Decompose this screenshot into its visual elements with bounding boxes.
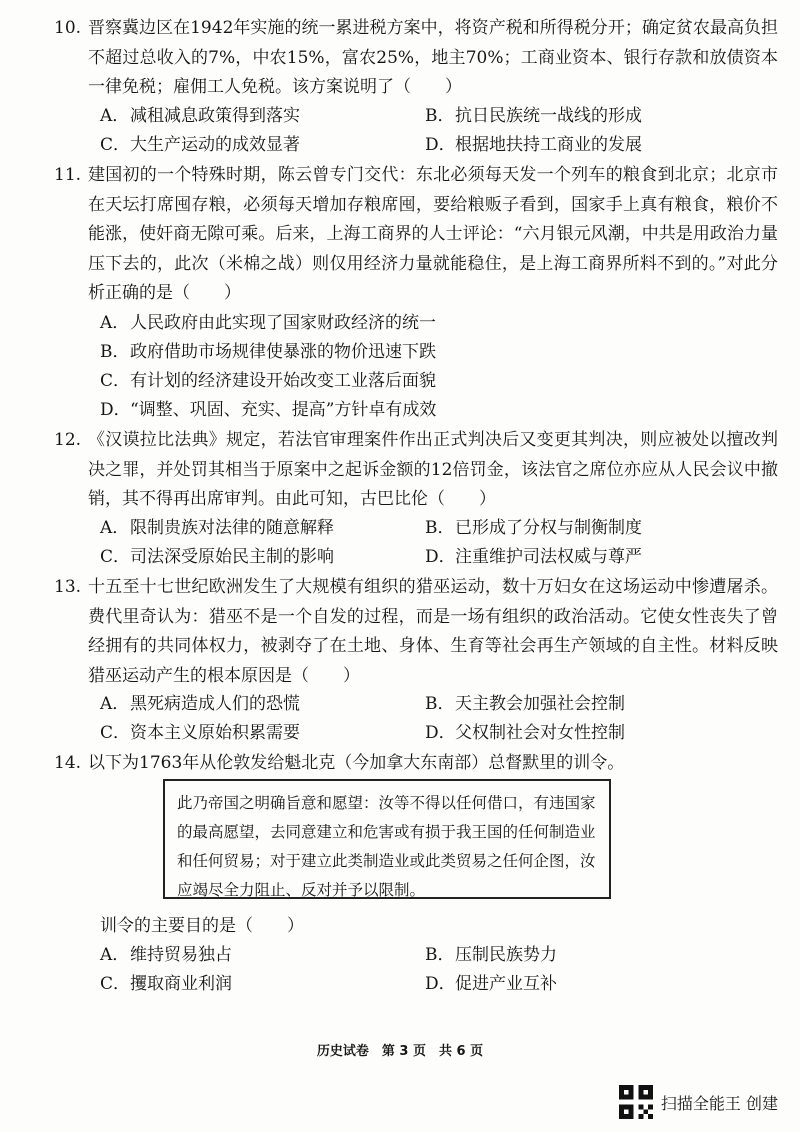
page-footer: 历史试卷 第 3 页 共 6 页 [316, 1044, 484, 1059]
option-c[interactable]: C．有计划的经济建设开始改变工业落后面貌 [100, 371, 436, 391]
question-stem: 《汉谟拉比法典》规定，若法官审理案件作出正式判决后又变更其判决，则应被处以擅改判决之罪，并处罚其相当于原案中之起诉金额的12倍罚金，该法官之席位亦应从人民会议中撤销，其不得再出席审判。由此可知，古巴比伦（ ） [88, 430, 778, 509]
question-10 [54, 14, 778, 103]
question-number: 14. [54, 753, 82, 773]
option-b[interactable]: B．压制民族势力 [425, 945, 557, 965]
question-number: 12. [54, 430, 82, 450]
option-d[interactable]: D．注重维护司法权威与尊严 [425, 547, 642, 567]
option-c[interactable]: C．资本主义原始积累需要 [100, 723, 300, 743]
question-number: 11. [54, 165, 82, 185]
option-d[interactable]: D．父权制社会对女性控制 [425, 723, 625, 743]
question-stem: 以下为1763年从伦敦发给魁北克（今加拿大东南部）总督默里的训令。 [88, 753, 625, 773]
watermark-text: 扫描全能王 创建 [660, 1093, 778, 1113]
question-11 [54, 161, 778, 309]
option-c[interactable]: C．大生产运动的成效显著 [100, 135, 300, 155]
option-c[interactable]: C．司法深受原始民主制的影响 [100, 547, 334, 567]
question-13 [54, 573, 778, 691]
option-b[interactable]: B．天主教会加强社会控制 [425, 694, 625, 714]
option-b[interactable]: B．抗日民族统一战线的形成 [425, 106, 642, 126]
option-b[interactable]: B．政府借助市场规律使暴涨的物价迅速下跌 [100, 342, 436, 362]
option-a[interactable]: A．减租减息政策得到落实 [100, 106, 300, 126]
question-number: 10. [54, 18, 82, 38]
option-d[interactable]: D．促进产业互补 [425, 974, 557, 994]
option-a[interactable]: A．维持贸易独占 [100, 945, 232, 965]
question-number: 13. [54, 577, 82, 597]
scanner-watermark [619, 1085, 778, 1119]
option-a[interactable]: A．黑死病造成人们的恐慌 [100, 694, 300, 714]
option-a[interactable]: A．人民政府由此实现了国家财政经济的统一 [100, 313, 436, 333]
option-d[interactable]: D．根据地扶持工商业的发展 [425, 135, 642, 155]
question-12 [54, 426, 778, 515]
option-a[interactable]: A．限制贵族对法律的随意解释 [100, 518, 334, 538]
quote-box: 此乃帝国之明确旨意和愿望：汝等不得以任何借口，有违国家的最高愿望，去同意建立和危害或有损于我王国的任何制造业和任何贸易；对于建立此类制造业或此类贸易之任何企图，汝应竭尽全力阻止、反对并予以限制。 [163, 779, 611, 899]
question-stem: 晋察冀边区在1942年实施的统一累进税方案中，将资产税和所得税分开；确定贫农最高负担不超过总收入的7%，中农15%，富农25%，地主70%；工商业资本、银行存款和放债资本一律免税；雇佣工人免税。该方案说明了（ ） [88, 18, 778, 97]
qr-code-icon [619, 1085, 653, 1119]
question-stem: 建国初的一个特殊时期，陈云曾专门交代：东北必须每天发一个列车的粮食到北京；北京市在天坛打席囤存粮，必须每天增加存粮席囤，要给粮贩子看到，国家手上真有粮食，粮价不能涨，使奸商无隙可乘。后来，上海工商界的人士评论：“六月银元风潮，中共是用政治力量压下去的，此次（米棉之战）则仅用经济力量就能稳住，是上海工商界所料不到的。”对此分析正确的是（ ） [88, 165, 778, 303]
option-b[interactable]: B．已形成了分权与制衡制度 [425, 518, 642, 538]
question-14 [54, 749, 778, 779]
option-c[interactable]: C．攫取商业利润 [100, 974, 232, 994]
option-d[interactable]: D．“调整、巩固、充实、提高”方针卓有成效 [100, 400, 437, 420]
question-prompt: 训令的主要目的是（ ） [100, 916, 304, 936]
question-stem: 十五至十七世纪欧洲发生了大规模有组织的猎巫运动，数十万妇女在这场运动中惨遭屠杀。费代里奇认为：猎巫不是一个自发的过程，而是一场有组织的政治活动。它使女性丧失了曾经拥有的共同体权力，被剥夺了在土地、身体、生育等社会再生产领域的自主性。材料反映猎巫运动产生的根本原因是（ ） [88, 577, 778, 686]
